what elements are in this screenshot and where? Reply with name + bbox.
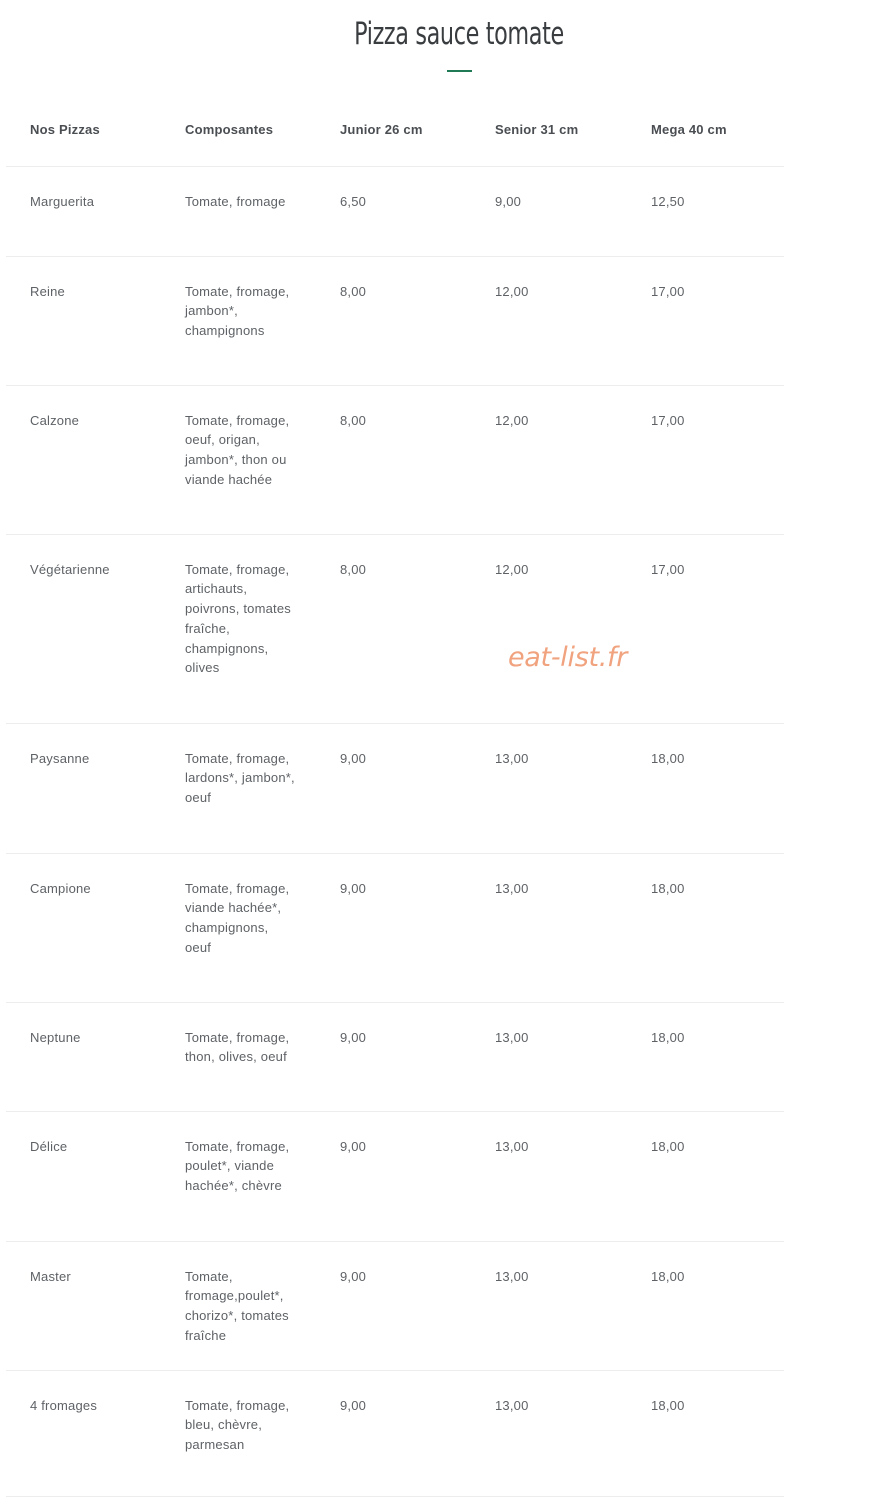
price-junior: 9,00 [316,723,471,853]
pizza-components [161,1111,316,1241]
header-pizza-name: Nos Pizzas [6,94,161,166]
price-junior: 6,50 [316,166,471,256]
pizza-components [161,166,316,256]
pizza-name: Marguerita [6,166,161,256]
price-junior: 8,00 [316,534,471,723]
table-row [6,1370,784,1496]
price-junior: 8,00 [316,256,471,385]
header-junior-price: Junior 26 cm [316,94,471,166]
components-text: Tomate, fromage [185,193,286,209]
price-mega: 18,00 [627,1002,784,1111]
table-row [6,1002,784,1111]
table-row [6,385,784,534]
pizza-components [161,1370,316,1496]
table-row [6,853,784,1002]
header-senior-price: Senior 31 cm [471,94,627,166]
components-text: Tomate, fromage,poulet*, chorizo*, tomates fraîche [185,1268,289,1343]
pizza-name: Master [6,1241,161,1370]
price-junior: 9,00 [316,1111,471,1241]
price-junior: 9,00 [316,1002,471,1111]
price-mega: 17,00 [627,534,784,723]
pizza-components [161,256,316,385]
components-text: Tomate, fromage, artichauts, poivrons, tomates fraîche, champignons, olives [185,561,292,676]
price-mega: 17,00 [627,256,784,385]
pizza-name: Végétarienne [6,534,161,723]
table-row [6,256,784,385]
pizza-name: 4 fromages [6,1370,161,1496]
price-senior: 13,00 [471,1241,627,1370]
price-junior: 8,00 [316,385,471,534]
components-text: Tomate, fromage, jambon*, champignons [185,283,290,339]
price-senior: 12,00 [471,385,627,534]
table-row [6,534,784,723]
components-text: Tomate, fromage, bleu, chèvre, parmesan [185,1397,290,1453]
table-row [6,723,784,853]
watermark-text: eat-list.fr [508,642,628,673]
pizza-name: Neptune [6,1002,161,1111]
price-mega: 18,00 [627,1241,784,1370]
price-senior: 12,00 [471,534,627,723]
pizza-menu-table [6,94,784,1497]
pizza-components [161,853,316,1002]
price-senior: 13,00 [471,853,627,1002]
pizza-name: Délice [6,1111,161,1241]
pizza-name: Campione [6,853,161,1002]
price-senior: 9,00 [471,166,627,256]
pizza-components [161,1241,316,1370]
pizza-components [161,723,316,853]
table-row [6,1241,784,1370]
table-row [6,1111,784,1241]
pizza-components [161,385,316,534]
price-senior: 13,00 [471,1111,627,1241]
table-header-row [6,94,784,166]
price-mega: 18,00 [627,1370,784,1496]
components-text: Tomate, fromage, viande hachée*, champignons, oeuf [185,880,290,955]
pizza-name: Paysanne [6,723,161,853]
components-text: Tomate, fromage, oeuf, origan, jambon*, thon ou viande hachée [185,412,290,487]
price-mega: 18,00 [627,853,784,1002]
price-senior: 13,00 [471,723,627,853]
price-mega: 18,00 [627,1111,784,1241]
price-junior: 9,00 [316,1241,471,1370]
pizza-name: Calzone [6,385,161,534]
header-components: Composantes [161,94,316,166]
price-senior: 13,00 [471,1002,627,1111]
price-mega: 18,00 [627,723,784,853]
price-senior: 13,00 [471,1370,627,1496]
title-underline [447,70,472,72]
header-mega-price: Mega 40 cm [627,94,784,166]
price-senior: 12,00 [471,256,627,385]
components-text: Tomate, fromage, thon, olives, oeuf [185,1029,290,1065]
price-mega: 12,50 [627,166,784,256]
price-junior: 9,00 [316,853,471,1002]
pizza-components [161,1002,316,1111]
price-mega: 17,00 [627,385,784,534]
price-junior: 9,00 [316,1370,471,1496]
pizza-components [161,534,316,723]
components-text: Tomate, fromage, poulet*, viande hachée*, chèvre [185,1138,290,1194]
components-text: Tomate, fromage, lardons*, jambon*, oeuf [185,750,295,806]
page-title: Pizza sauce tomate [354,16,564,52]
table-row [6,166,784,256]
pizza-name: Reine [6,256,161,385]
